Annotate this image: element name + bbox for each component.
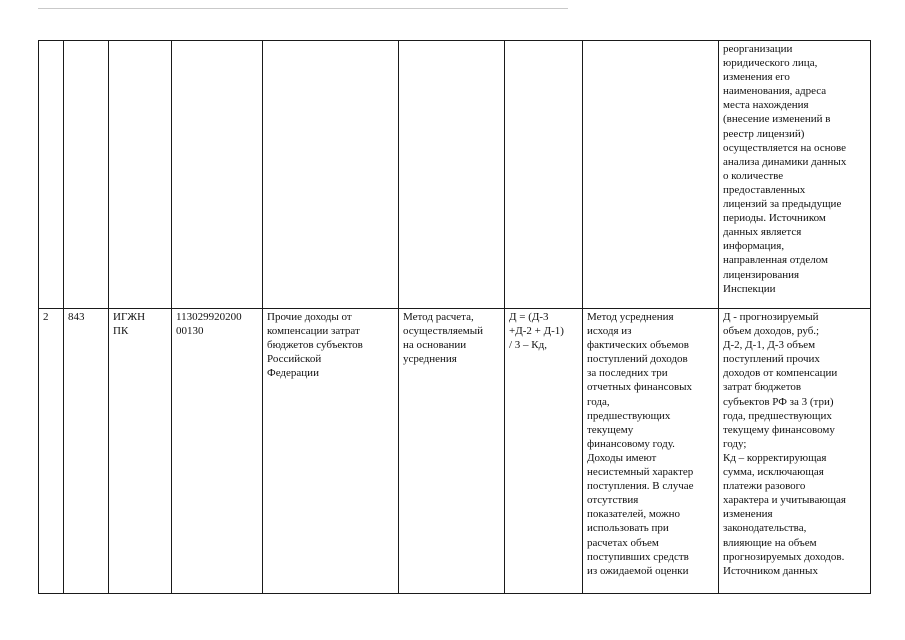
cell-method: [399, 309, 505, 594]
cell-number: [39, 41, 64, 309]
description-text: Д - прогнозируемый объем доходов, руб.; Д-2, Д-1, Д-3 объем поступлений прочих доходов от компенсации затрат бюджетов субъектов РФ за 3 (три) года, предшествующих текущему финансовому году; Кд – корректирующая сумма, исключающая платежи разового характера и учитывающая изменения законодательства, влияющие на объем прогнозируемых доходов. Источником данных: [723, 311, 846, 577]
cell-name: [263, 309, 399, 594]
cell-algorithm: [583, 41, 719, 309]
cell-algorithm: [583, 309, 719, 594]
agency-abbrev: ИГЖН ПК: [113, 311, 146, 338]
cell-number: [39, 309, 64, 594]
table-row: [39, 309, 871, 594]
cell-code: [64, 309, 109, 594]
budget-class-code: 113029920200 00130: [176, 311, 242, 338]
cell-code: [64, 41, 109, 309]
scan-artifact-line: [38, 8, 568, 9]
calc-method: Метод расчета, осуществляемый на основании усреднения: [403, 311, 484, 366]
cell-method: [399, 41, 505, 309]
cell-formula: [505, 309, 583, 594]
cell-name: [263, 41, 399, 309]
revenue-name: Прочие доходы от компенсации затрат бюджетов субъектов Российской Федерации: [267, 311, 363, 380]
admin-code: 843: [68, 311, 85, 323]
revenue-forecast-table: [38, 40, 871, 594]
cell-kbk: [172, 41, 263, 309]
cell-agency: [109, 41, 172, 309]
row-number: 2: [43, 311, 49, 323]
calc-algorithm: Метод усреднения исходя из фактических объемов поступлений доходов за последних три отчетных финансовых года, предшествующих текущему финансовому году. Доходы имеют несистемный характер поступления. В случае отсутствия показателей, можно использовать при расчетах объем поступивших средств из ожидаемой оценки: [587, 311, 694, 577]
table-row-continued: [39, 41, 871, 309]
cell-formula: [505, 41, 583, 309]
cell-agency: [109, 309, 172, 594]
description-text: реорганизации юридического лица, изменения его наименования, адреса места нахождения (внесение изменений в реестр лицензий) осуществляется на основе анализа динамики данных о количестве предоставленных лицензий за предыдущие периоды. Источником данных является информация, направленная отделом лицензирования Инспекции: [723, 43, 847, 295]
calc-formula: Д = (Д-3 +Д-2 + Д-1) / 3 – Кд,: [509, 311, 564, 352]
cell-kbk: [172, 309, 263, 594]
cell-description: [719, 309, 871, 594]
cell-description: [719, 41, 871, 309]
